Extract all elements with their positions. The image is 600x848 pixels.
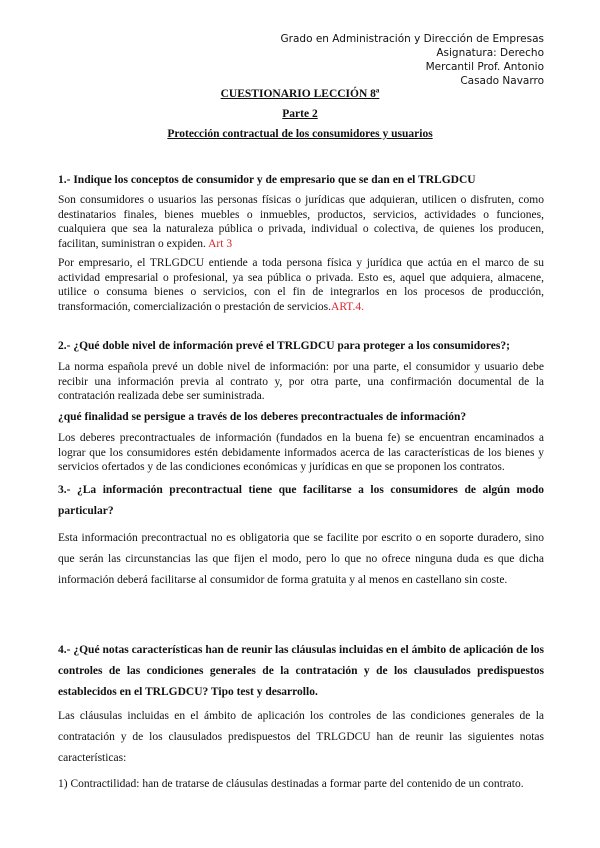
subject-title: Protección contractual de los consumidores y usuarios xyxy=(167,128,433,140)
article-reference: Art 3 xyxy=(208,237,233,250)
answer-1-consumer xyxy=(58,193,544,251)
answer-2: La norma española prevé un doble nivel de información: por una parte, el consumidor y usuario debe recibir una información previa al contrato y, por otra parte, una confirmación documental de la contratación realizada debe ser suministrada. xyxy=(58,361,544,402)
answer-1-business xyxy=(58,256,544,314)
answer-3: Esta información precontractual no es obligatoria que se facilite por escrito o en soporte duradero, sino que serán las circunstancias las que fijen el modo, pero lo que no ofrece ninguna duda es que dicha información deberá facilitarse al consumidor de forma gratuita y al menos en castellano sin coste. xyxy=(58,532,544,586)
header-subject: Asignatura: Derecho xyxy=(436,47,544,59)
header-degree: Grado en Administración y Dirección de Empresas xyxy=(280,33,544,45)
question-4: 4.- ¿Qué notas características han de reunir las cláusulas incluidas en el ámbito de aplicación de los controles de las condiciones generales de la contratación y de los clausulados predispuestos establecidos en el TRLGDCU? Tipo test y desarrollo. xyxy=(58,644,544,698)
question-3: 3.- ¿La información precontractual tiene que facilitarse a los consumidores de algún modo particular? xyxy=(58,484,544,517)
header-professor-1: Mercantil Prof. Antonio xyxy=(425,61,544,73)
question-2: 2.- ¿Qué doble nivel de información prevé el TRLGDCU para proteger a los consumidores?; xyxy=(58,340,510,352)
question-1: 1.- Indique los conceptos de consumidor y de empresario que se dan en el TRLGDCU xyxy=(58,174,476,186)
header-professor-2: Casado Navarro xyxy=(460,75,544,87)
answer-4-item-1: 1) Contractilidad: han de tratarse de cláusulas destinadas a formar parte del contenido de un contrato. xyxy=(58,778,524,790)
document-header xyxy=(281,32,544,88)
article-reference: ART.4. xyxy=(331,300,364,313)
question-2-sub: ¿qué finalidad se persigue a través de los deberes precontractuales de información? xyxy=(58,411,467,423)
answer-2-sub: Los deberes precontractuales de información (fundados en la buena fe) se encuentran encaminados a lograr que los consumidores estén debidamente informados acerca de las características de los bienes y servicios ofertados y de las condiciones económicas y jurídicas en que se proponen los contratos. xyxy=(58,432,544,473)
answer-1-business-text: Por empresario, el TRLGDCU entiende a toda persona física y jurídica que actúa en el marco de su actividad empresarial o profesional, ya sea pública o privada. Esto es, aquel que adquiera, almacene, utilice o consuma bienes o servicios, con el fin de integrarlos en los procesos de producción, transformación, comercialización o prestación de servicios. xyxy=(58,257,544,313)
part-title: Parte 2 xyxy=(282,108,318,120)
answer-1-consumer-text: Son consumidores o usuarios las personas físicas o jurídicas que adquieran, utilicen o disfruten, como destinatarios finales, bienes muebles o inmuebles, productos, servicios, actividades o funciones, cualquiera que sea la naturaleza pública o privada, individual o colectiva, de quienes los producen, facilitan, suministran o expiden. xyxy=(58,194,544,250)
title-block xyxy=(60,88,540,140)
page-title: CUESTIONARIO LECCIÓN 8ª xyxy=(220,88,380,100)
answer-4: Las cláusulas incluidas en el ámbito de aplicación los controles de las condiciones generales de la contratación y de los clausulados predispuestos del TRLGDCU han de reunir las siguientes notas características: xyxy=(58,710,544,764)
